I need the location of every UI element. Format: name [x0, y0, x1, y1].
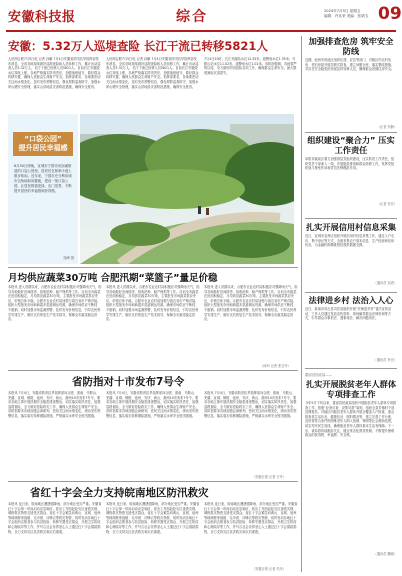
feature-box — [8, 114, 78, 264]
sidebar-body: 近日，淮南市凤台县司法局组织开展“法律进乡村”普法宣传活动，工作人员通过发放宣传资料、现场解答群众法律咨询等方式，引导群众办事依法、遇事找法、解决问题用法。 — [305, 307, 392, 321]
sidebar-headline: 法律进乡村 法治入人心 — [308, 295, 394, 305]
sidebar-credit: （通讯员 李光） — [373, 358, 397, 362]
section-title: 综合 — [176, 9, 208, 25]
lead-body-col1: 人民网合肥7月5日电 记者 孙鹏 7月4日安徽省防汛抗旱指挥部发布消息，全省各地持续做好巡堤查险和人员转移工作，累计出动巡查人员5.32万人，长江干流已转移人员5821人。目前长江安徽段水位持续上涨，各地严格落实防汛责任，加强值班值守，做好群众转移安置，确保人民群众生命财产安全。指挥部要求，各地要密切关注雨水情变化，及时发布预警信息，强化堤防巡查防守，加强水库山塘安全管理，落实山洪地质灾害防范措施，确保安全度汛。 — [8, 57, 101, 89]
page-number: 09 — [378, 4, 402, 24]
sidebar-body: 近期，池州市贵池区组织住建、应急等部门，对辖区内农村危房、老旧房屋开展拉网式排查，建立问题台账，落实整改措施，对存在安全隐患的房屋及时转移人员，确保群众汛期住房安全。 — [305, 58, 395, 72]
divider — [8, 267, 298, 268]
lead-body-col3: 7月4日20时，长江芜湖站水位12.35米，超警戒水位1.35米；马鞍山站水位11.02米，超警戒水位1.02米。省防指强调，各地要严阵以待，全力做好防汛抢险各项工作，确保群众生命安全，最大限度减轻灾害损失。 — [204, 57, 297, 75]
divider — [305, 132, 397, 133]
feature-title-line2: 提升居民幸福感 — [18, 144, 68, 152]
story4-credit: （安徽日报 记者 朱庆） — [252, 567, 286, 571]
lead-body-col2: 人民网合肥7月5日电 记者 孙鹏 7月4日安徽省防汛抗旱指挥部发布消息，全省各地持续做好巡堤查险和人员转移工作，累计出动巡查人员5.32万人，长江干流已转移人员5821人。目前长江安徽段水位持续上涨，各地严格落实防汛责任，加强值班值守，做好群众转移安置，确保人民群众生命财产安全。指挥部要求，各地要密切关注雨水情变化，及时发布预警信息，强化堤防巡查防守，加强水库山塘安全管理，落实山洪地质灾害防范措施，确保安全度汛。 — [106, 57, 199, 89]
sidebar-kicker: 霍邱县民政局—— — [305, 373, 333, 377]
feature-credit: 施峰 摄 — [63, 256, 74, 260]
story3-body-col1: 本报讯 7月4日，安徽省防汛抗旱指挥部向合肥、淮南、马鞍山、芜湖、宣城、铜陵、池州、安庆、黄山、滁州10市发布7号令，要求各地立即开展汛期安全隐患排查整治，切实落实防汛责任，加强巡堤查险，全力做好抢险救灾工作，确保人民群众生命财产安全。省防指要求各地加强会商研判，密切关注雨水情变化，滚动发布预警信息，落实临灾转移避险措施，严格落实水库安全度汛措施。 — [8, 391, 101, 418]
sidebar-credit: （记者 李静） — [376, 125, 397, 129]
divider — [305, 218, 397, 219]
sidebar-body: 阜阳市颍泉区着力加强基层党组织建设，压实防汛工作责任，组织党员干部深入一线，开展隐患排查和群众转移工作，发挥党组织战斗堡垒作用和党员先锋模范作用。 — [305, 157, 395, 171]
feature-title-line1: “口袋公园” — [24, 135, 62, 143]
divider — [305, 368, 397, 369]
story2-body-col1: 本报讯 进入汛期以来，合肥市农业农村局积极应对强降雨天气，指导各地做好田间排涝、抢收抢种、稳产保供等工作。目前全市蔬菜在田面积稳定，月均供应蔬菜30万吨，主要批发市场蔬菜供应充足，价格总体平稳。合肥市农业农村局加强与周边省市产销对接，组织大型批发市场和商超多渠道调运货源，确保市场供应不断档、不脱销。同时加强市场监测预警，及时发布价格信息，引导农民科学安排生产，做好灾后恢复生产技术指导，保障全市蔬菜稳定供应。 — [8, 285, 102, 322]
story3-body-col3: 本报讯 7月4日，安徽省防汛抗旱指挥部向合肥、淮南、马鞍山、芜湖、宣城、铜陵、池州、安庆、黄山、滁州10市发布7号令，要求各地立即开展汛期安全隐患排查整治，切实落实防汛责任，加强巡堤查险，全力做好抢险救灾工作，确保人民群众生命财产安全。省防指要求各地加强会商研判，密切关注雨水情变化，滚动发布预警信息，落实临灾转移避险措施，严格落实水库安全度汛措施。 — [204, 391, 297, 418]
sidebar-body: 今年5月下旬以来，霍邱县民政局组织开展脱贫老年人群体专项排查工作，按照“应查尽查、应帮尽帮”原则，组织全县乡镇村干部及网格员，对辖区内脱贫老年人群体开展全覆盖入户排查，重点排查其生活状况、健康状况、照料情况等，建立完善工作台账，及时将符合条件的困难老年人纳入低保、特困等社会救助范围，切实兜牢民生底线，确保脱贫老年人群体基本生活有保障。下一步，该局将持续跟踪关注，健全常态化帮扶机制，不断提升困难群众的获得感、幸福感、安全感。 — [305, 401, 397, 438]
story4-headline: 省红十字会全力支持皖南地区防汛救灾 — [30, 487, 209, 499]
story4-body-col1: 本报讯 连日来，皖南地区遭遇强降雨，部分地区受灾严重。安徽省红十字会第一时间启动应急响应，派出工作组赶赴灾区查看灾情，调拨救灾物资支援受灾群众。省红十字会紧急向黄山、宣城、池州等地调拨家庭箱、毛巾被、冲锋衣等救灾物资，同时发动各地红十字会组织志愿者参与抗洪抢险、转移安置受灾群众、开展卫生防疫和心理疏导等工作，并号召社会各界爱心人士通过红十字会捐款捐物，全力支持灾区抗洪救灾和灾后重建。 — [8, 502, 102, 534]
sidebar-headline: 扎实开展脱贫老年人群体专项排查工作 — [305, 379, 397, 399]
story2-credit: （何珂 记者 张玉玲） — [260, 364, 291, 368]
story3-body-col2: 本报讯 7月4日，安徽省防汛抗旱指挥部向合肥、淮南、马鞍山、芜湖、宣城、铜陵、池州、安庆、黄山、滁州10市发布7号令，要求各地立即开展汛期安全隐患排查整治，切实落实防汛责任，加强巡堤查险，全力做好抢险救灾工作，确保人民群众生命财产安全。省防指要求各地加强会商研判，密切关注雨水情变化，滚动发布预警信息，落实临灾转移避险措施，严格落实水库安全度汛措施。 — [106, 391, 199, 418]
sidebar-item — [305, 36, 397, 130]
sidebar-item — [305, 372, 397, 570]
sidebar-item — [305, 222, 397, 290]
sidebar-headline: 加强排查危房 筑牢安全防线 — [308, 36, 394, 56]
story3-headline: 省防指对十市发布7号令 — [72, 376, 185, 388]
story4-body-col2: 本报讯 连日来，皖南地区遭遇强降雨，部分地区受灾严重。安徽省红十字会第一时间启动应急响应，派出工作组赶赴灾区查看灾情，调拨救灾物资支援受灾群众。省红十字会紧急向黄山、宣城、池州等地调拨家庭箱、毛巾被、冲锋衣等救灾物资，同时发动各地红十字会组织志愿者参与抗洪抢险、转移安置受灾群众、开展卫生防疫和心理疏导等工作，并号召社会各界爱心人士通过红十字会捐款捐物，全力支持灾区抗洪救灾和灾后重建。 — [106, 502, 200, 534]
sidebar-headline: 扎实开展信用村信息采集 — [305, 222, 397, 232]
masthead-rule — [6, 30, 396, 32]
park-photo-image — [80, 114, 294, 264]
sidebar-item — [305, 135, 397, 215]
sidebar-body: 近日，宣城市宣州区组织开展信用村信息采集工作，通过入户走访、集中登记等方式，全面采集农户基本信息、生产经营和信用状况，为金融机构精准授信提供数据支撑。 — [305, 234, 395, 248]
divider — [305, 292, 397, 293]
sidebar-headline: 组织建设“聚合力” 压实工作责任 — [307, 135, 395, 155]
story2-body-col2: 本报讯 进入汛期以来，合肥市农业农村局积极应对强降雨天气，指导各地做好田间排涝、抢收抢种、稳产保供等工作。目前全市蔬菜在田面积稳定，月均供应蔬菜30万吨，主要批发市场蔬菜供应充足，价格总体平稳。合肥市农业农村局加强与周边省市产销对接，组织大型批发市场和商超多渠道调运货源，确保市场供应不断档、不脱销。同时加强市场监测预警，及时发布价格信息，引导农民科学安排生产，做好灾后恢复生产技术指导，保障全市蔬菜稳定供应。 — [106, 285, 200, 322]
column-rule — [301, 36, 302, 572]
lead-headline: 安徽：5.32万人巡堤查险 长江干流已转移5821人 — [8, 39, 268, 53]
feature-body: 6月30日傍晚，宣城市宁国市河沥溪街道的口袋公园里，居民们在林荫小道上散步休闲。近年来，宁国市充分利用城市边角地和闲置地，建设一批口袋公园，让居民推窗见绿、出门见景，不断提升居民的幸福感和获得感。 — [14, 164, 72, 193]
story2-headline: 月均供应蔬菜30万吨 合肥汛期“菜篮子”量足价稳 — [8, 273, 218, 284]
editor-line: 编辑：许从荣 美编：张婧玉 — [324, 14, 369, 18]
sidebar — [305, 36, 397, 572]
sidebar-credit: （通讯员 魏晓） — [373, 552, 397, 556]
sidebar-credit: （记者 吴芬） — [376, 202, 397, 206]
divider — [8, 481, 298, 482]
divider — [8, 370, 298, 371]
issue-date — [324, 9, 368, 19]
story3-credit: （安徽日报 记者 方丹） — [252, 475, 286, 479]
sidebar-credit: （通讯员 刘虎） — [373, 281, 397, 285]
story2-body-col3: 本报讯 进入汛期以来，合肥市农业农村局积极应对强降雨天气，指导各地做好田间排涝、抢收抢种、稳产保供等工作。目前全市蔬菜在田面积稳定，月均供应蔬菜30万吨，主要批发市场蔬菜供应充足，价格总体平稳。合肥市农业农村局加强与周边省市产销对接，组织大型批发市场和商超多渠道调运货源，确保市场供应不断档、不脱销。同时加强市场监测预警，及时发布价格信息，引导农民科学安排生产，做好灾后恢复生产技术指导，保障全市蔬菜稳定供应。 — [204, 285, 298, 322]
sidebar-item — [305, 295, 397, 365]
story4-body-col3: 本报讯 连日来，皖南地区遭遇强降雨，部分地区受灾严重。安徽省红十字会第一时间启动应急响应，派出工作组赶赴灾区查看灾情，调拨救灾物资支援受灾群众。省红十字会紧急向黄山、宣城、池州等地调拨家庭箱、毛巾被、冲锋衣等救灾物资，同时发动各地红十字会组织志愿者参与抗洪抢险、转移安置受灾群众、开展卫生防疫和心理疏导等工作，并号召社会各界爱心人士通过红十字会捐款捐物，全力支持灾区抗洪救灾和灾后重建。 — [204, 502, 298, 534]
park-photo — [80, 114, 294, 264]
newspaper-logo: 安徽科技报 — [8, 10, 76, 25]
feature-title — [13, 132, 73, 156]
date-line: 2024年7月5日 星期五 — [324, 9, 361, 13]
